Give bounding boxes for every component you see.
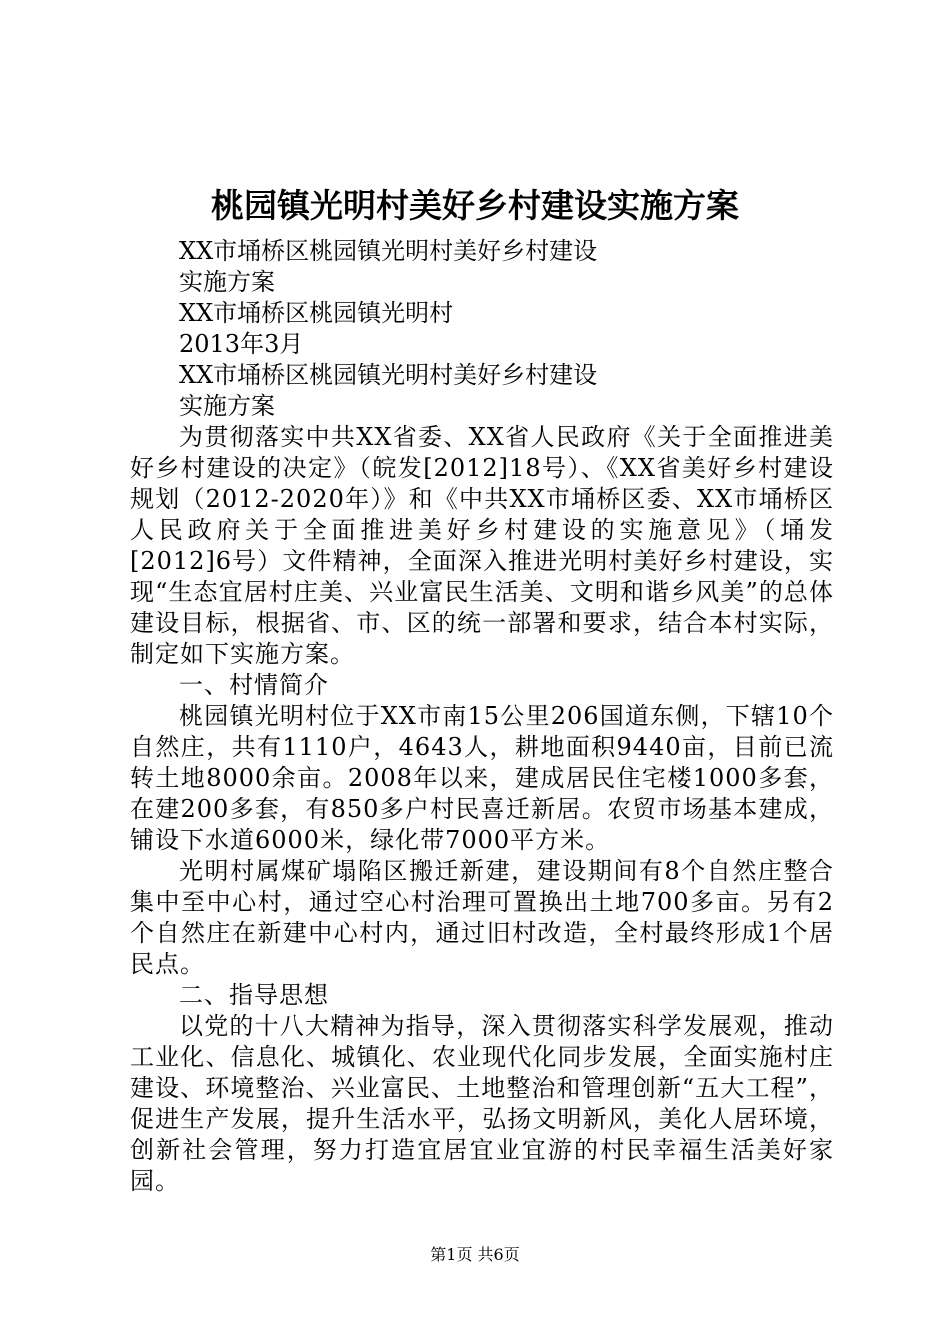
paragraph-guiding-ideology: 以党的十八大精神为指导，深入贯彻落实科学发展观，推动工业化、信息化、城镇化、农业现代化同步发展，全面实施村庄建设、环境整治、兴业富民、土地整治和管理创新“五大工程”，促进生产发展，提升生活水平，弘扬文明新风，美化人居环境，创新社会管理，努力打造宜居宜业宜游的村民幸福生活美好家园。 [130,1012,834,1195]
header-line-plan-repeat: 实施方案 [179,392,275,420]
section-heading-village-overview: 一、村情简介 [179,671,329,699]
header-line-village: XX市埇桥区桃园镇光明村 [179,299,454,327]
page-footer: 第1页 共6页 [430,1245,520,1264]
paragraph-village-overview: 桃园镇光明村位于XX市南15公里206国道东侧，下辖10个自然庄，共有1110户，4643人，耕地面积9440亩，目前已流转土地8000余亩。2008年以来，建成居民住宅楼1000多套，在建200多套，有850多户村民喜迁新居。农贸市场基本建成，铺设下水道6000米，绿化带7000平方米。 [130,702,834,854]
header-line-org-repeat: XX市埇桥区桃园镇光明村美好乡村建设 [179,361,598,389]
section-heading-guiding-ideology: 二、指导思想 [179,981,329,1009]
document-title: 桃园镇光明村美好乡村建设实施方案 [211,186,739,225]
header-line-plan: 实施方案 [179,268,275,296]
document-body [130,236,834,1197]
paragraph-intro: 为贯彻落实中共XX省委、XX省人民政府《关于全面推进美好乡村建设的决定》（皖发[2012]18号）、《XX省美好乡村建设规划（2012-2020年）》和《中共XX市埇桥区委、XX市埇桥区人民政府关于全面推进美好乡村建设的实施意见》（埇发[2012]6号）文件精神，全面深入推进光明村美好乡村建设，实现“生态宜居村庄美、兴业富民生活美、文明和谐乡风美”的总体建设目标，根据省、市、区的统一部署和要求，结合本村实际，制定如下实施方案。 [130,423,834,668]
header-line-date: 2013年3月 [179,330,304,358]
paragraph-relocation: 光明村属煤矿塌陷区搬迁新建，建设期间有8个自然庄整合集中至中心村，通过空心村治理可置换出土地700多亩。另有2个自然庄在新建中心村内，通过旧村改造，全村最终形成1个居民点。 [130,857,834,978]
header-line-org: XX市埇桥区桃园镇光明村美好乡村建设 [179,237,598,265]
